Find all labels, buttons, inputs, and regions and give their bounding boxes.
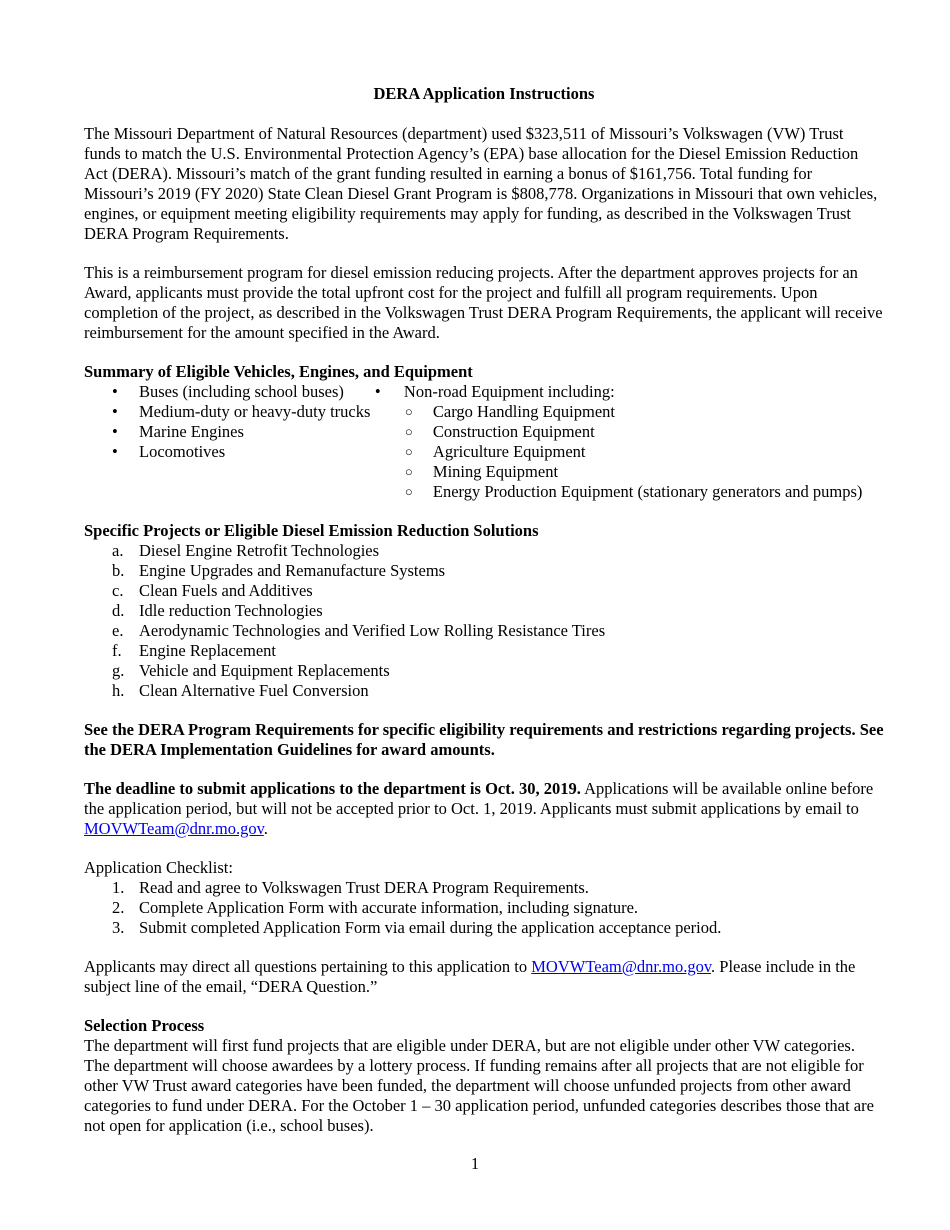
selection-paragraph: The department will first fund projects that are eligible under DERA, but are not eligible under other VW categories. The department will choose awardees by a lottery process. If funding remains after all projects that are not eligible for other VW Trust award categories have been funded, the department will choose unfunded projects from other award categories to fund under DERA. For the October 1 – 30 application period, unfunded categories describes those that are not open for application (i.e., school buses). (84, 1036, 874, 1135)
document-body (84, 84, 884, 1136)
sub-list-item: ○ Agriculture Equipment (404, 442, 586, 461)
deadline-paragraph: The deadline to submit applications to the department is Oct. 30, 2019. Applications will be available online before the application period, but will not be accepted prior to Oct. 1, 2019. Applicants must submit applications by email to MOVWTeam@dnr.mo.gov. (84, 779, 874, 838)
list-item: • Buses (including school buses) (112, 382, 344, 401)
page-number: 1 (470, 1154, 480, 1173)
requirements-note: See the DERA Program Requirements for specific eligibility requirements and restrictions regarding projects. See the DERA Implementation Guidelines for award amounts. (84, 720, 884, 759)
bullet-icon: • (112, 382, 118, 401)
eligible-equipment-lists (84, 382, 884, 502)
email-link[interactable]: MOVWTeam@dnr.mo.gov (531, 957, 712, 976)
list-item: e. Aerodynamic Technologies and Verified Low Rolling Resistance Tires (112, 621, 606, 640)
list-item: 1. Read and agree to Volkswagen Trust DERA Program Requirements. (112, 878, 589, 897)
sub-list-item: ○ Cargo Handling Equipment (404, 402, 615, 421)
document-title: DERA Application Instructions (373, 84, 595, 103)
list-item: 3. Submit completed Application Form via email during the application acceptance period. (112, 918, 722, 937)
sub-list-item: ○ Construction Equipment (404, 422, 595, 441)
projects-heading: Specific Projects or Eligible Diesel Emission Reduction Solutions (84, 521, 539, 540)
checklist-label: Application Checklist: (84, 858, 233, 877)
summary-heading: Summary of Eligible Vehicles, Engines, and Equipment (84, 362, 473, 381)
circle-bullet-icon: ○ (404, 484, 413, 499)
sub-list-item: ○ Energy Production Equipment (stationary generators and pumps) (404, 482, 863, 501)
questions-paragraph: Applicants may direct all questions pertaining to this application to MOVWTeam@dnr.mo.gov. Please include in the subject line of the email, “DERA Question.” (84, 957, 856, 996)
sub-list-item: ○ Mining Equipment (404, 462, 559, 481)
list-item: • Locomotives (112, 442, 226, 461)
list-item: c. Clean Fuels and Additives (112, 581, 313, 600)
circle-bullet-icon: ○ (404, 404, 413, 419)
list-item: g. Vehicle and Equipment Replacements (112, 661, 390, 680)
list-item: • Marine Engines (112, 422, 244, 441)
list-item: • Medium-duty or heavy-duty trucks (112, 402, 371, 421)
projects-list (84, 541, 884, 701)
list-item: 2. Complete Application Form with accurate information, including signature. (112, 898, 639, 917)
list-item: f. Engine Replacement (112, 641, 276, 660)
bullet-icon: • (374, 382, 381, 401)
intro-paragraph: The Missouri Department of Natural Resources (department) used $323,511 of Missouri’s Volkswagen (VW) Trust funds to match the U.S. Environmental Protection Agency’s (EPA) base allocation for the Diesel Emission Reduction Act (DERA). Missouri’s match of the grant funding resulted in earning a bonus of $161,756. Total funding for Missouri’s 2019 (FY 2020) State Clean Diesel Grant Program is $808,778. Organizations in Missouri that own vehicles, engines, or equipment meeting eligibility requirements may apply for funding, as described in the Volkswagen Trust DERA Program Requirements. (84, 124, 878, 243)
list-item: • Non-road Equipment including: (374, 382, 615, 401)
circle-bullet-icon: ○ (404, 424, 413, 439)
circle-bullet-icon: ○ (404, 444, 413, 459)
bullet-icon: • (112, 422, 118, 441)
nonroad-equipment-list (375, 382, 884, 502)
list-item: b. Engine Upgrades and Remanufacture Systems (112, 561, 446, 580)
list-item: d. Idle reduction Technologies (112, 601, 323, 620)
selection-heading: Selection Process (84, 1016, 205, 1035)
vehicle-list (84, 382, 375, 502)
email-link[interactable]: MOVWTeam@dnr.mo.gov (84, 819, 264, 838)
bullet-icon: • (112, 402, 118, 421)
checklist-list (84, 878, 884, 938)
list-item: a. Diesel Engine Retrofit Technologies (112, 541, 380, 560)
list-item: h. Clean Alternative Fuel Conversion (112, 681, 369, 700)
circle-bullet-icon: ○ (404, 464, 413, 479)
deadline-bold: The deadline to submit applications to the department is Oct. 30, 2019. (84, 779, 581, 798)
bullet-icon: • (112, 442, 118, 461)
reimbursement-paragraph: This is a reimbursement program for diesel emission reducing projects. After the department approves projects for an Award, applicants must provide the total upfront cost for the project and fulfill all program requirements. Upon completion of the project, as described in the Volkswagen Trust DERA Program Requirements, the applicant will receive reimbursement for the amount specified in the Award. (84, 263, 883, 342)
